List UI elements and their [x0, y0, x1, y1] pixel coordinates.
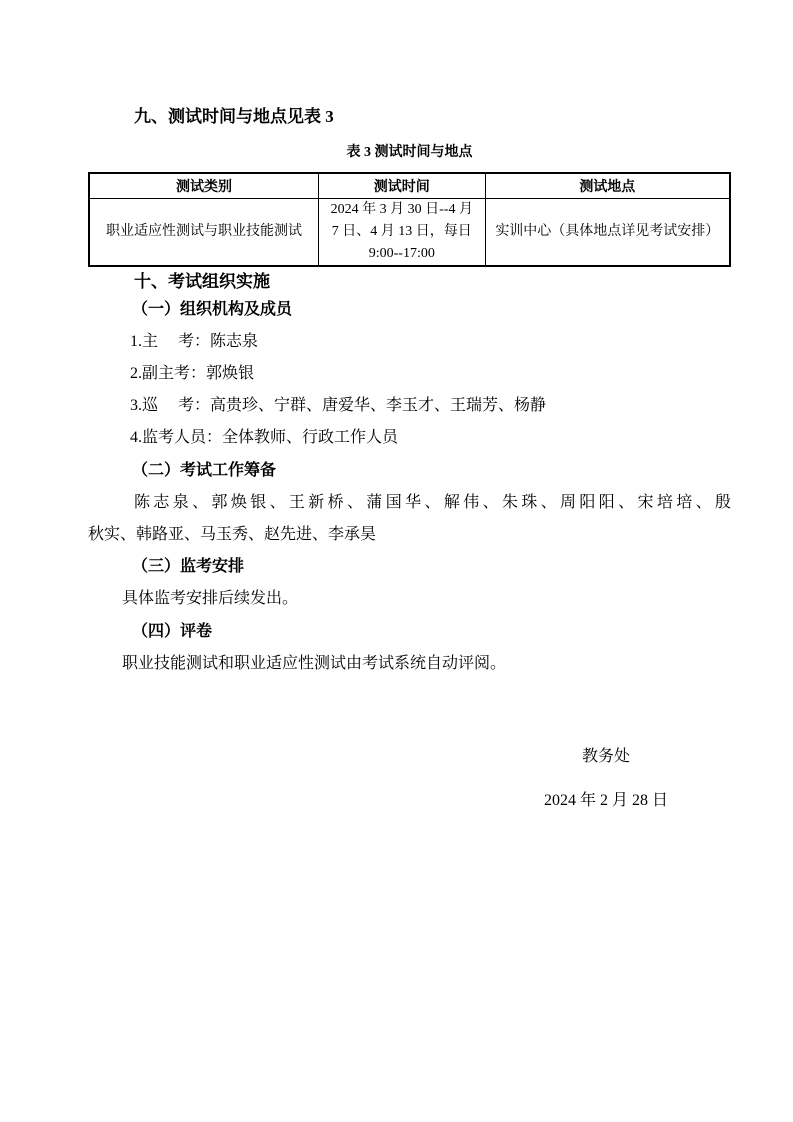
table-header-row [89, 173, 730, 198]
header-test-category: 测试类别 [89, 173, 318, 198]
test-time-line-3: 9:00--17:00 [368, 245, 435, 261]
subsection1-heading: （一）组织机构及成员 [132, 300, 293, 318]
table-row [89, 198, 730, 266]
grading-note: 职业技能测试和职业适应性测试由考试系统自动评阅。 [122, 654, 507, 672]
invigilation-note: 具体监考安排后续发出。 [122, 590, 299, 608]
subsection3-heading: （三）监考安排 [132, 558, 245, 576]
section9-heading: 九、测试时间与地点见表 3 [134, 107, 334, 126]
cell-test-location: 实训中心（具体地点详见考试安排） [485, 198, 730, 266]
cell-test-time [318, 198, 485, 266]
preparation-names-line-2: 秋实、韩路亚、马玉秀、赵先进、李承昊 [88, 525, 377, 543]
list-item-patrol-examiners: 3.巡 考：高贵珍、宁群、唐爱华、李玉才、王瑞芳、杨静 [130, 397, 547, 415]
section10-heading: 十、考试组织实施 [134, 271, 270, 291]
table-caption: 表 3 测试时间与地点 [346, 145, 473, 160]
signature-org: 教务处 [581, 747, 630, 765]
header-test-time: 测试时间 [318, 173, 485, 198]
subsection4-heading: （四）评卷 [132, 622, 213, 640]
header-test-location: 测试地点 [485, 173, 730, 198]
list-item-chief-examiner: 1.主 考：陈志泉 [130, 332, 259, 350]
cell-test-category: 职业适应性测试与职业技能测试 [89, 198, 318, 266]
list-item-invigilators: 4.监考人员：全体教师、行政工作人员 [130, 429, 399, 447]
test-schedule-table [88, 172, 731, 267]
page-content [88, 0, 731, 817]
test-time-line-2: 7 日、4 月 13 日，每日 [331, 223, 472, 239]
signature-block [506, 741, 706, 817]
subsection2-heading: （二）考试工作筹备 [132, 461, 277, 479]
list-item-deputy-examiner: 2.副主考：郭焕银 [130, 364, 255, 382]
test-time-line-1: 2024 年 3 月 30 日--4 月 [330, 201, 473, 217]
preparation-names-line-1: 陈志泉、郭焕银、王新桥、蒲国华、解伟、朱珠、周阳阳、宋培培、殷 [134, 493, 731, 511]
signature-date: 2024 年 2 月 28 日 [543, 792, 668, 810]
